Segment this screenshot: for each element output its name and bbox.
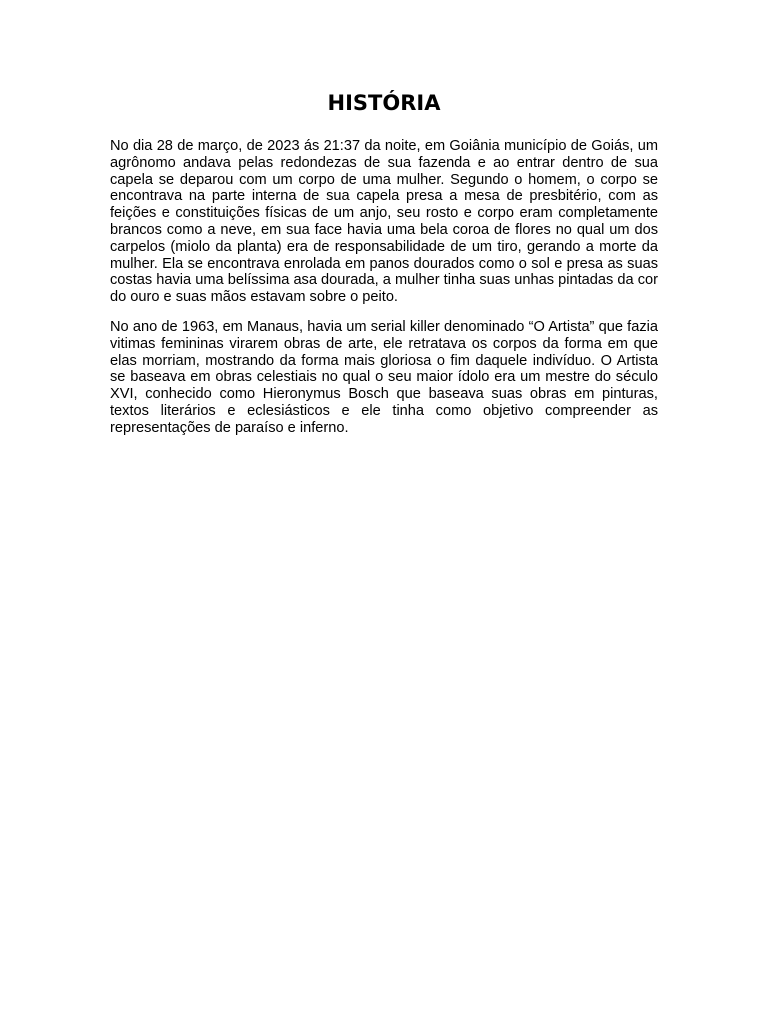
document-body	[110, 138, 658, 450]
page-title: HISTÓRIA	[327, 91, 441, 115]
paragraph-1: No dia 28 de março, de 2023 ás 21:37 da noite, em Goiânia município de Goiás, um agrônomo andava pelas redondezas de sua fazenda e ao entrar dentro de sua capela se deparou com um corpo de uma mulher. Segundo o homem, o corpo se encontrava na parte interna de sua capela presa a mesa de presbitério, com as feições e constituições físicas de um anjo, seu rosto e corpo eram completamente brancos como a neve, em sua face havia uma bela coroa de flores no qual um dos carpelos (miolo da planta) era de responsabilidade de um tiro, gerando a morte da mulher. Ela se encontrava enrolada em panos dourados como o sol e presa as suas costas havia uma belíssima asa dourada, a mulher tinha suas unhas pintadas da cor do ouro e suas mãos estavam sobre o peito.	[110, 138, 658, 306]
paragraph-2: No ano de 1963, em Manaus, havia um serial killer denominado “O Artista” que fazia vitimas femininas virarem obras de arte, ele retratava os corpos da forma em que elas morriam, mostrando da forma mais gloriosa o fim daquele indivíduo. O Artista se baseava em obras celestiais no qual o seu maior ídolo era um mestre do século XVI, conhecido como Hieronymus Bosch que baseava suas obras em pinturas, textos literários e eclesiásticos e ele tinha como objetivo compreender as representações de paraíso e inferno.	[110, 318, 658, 436]
